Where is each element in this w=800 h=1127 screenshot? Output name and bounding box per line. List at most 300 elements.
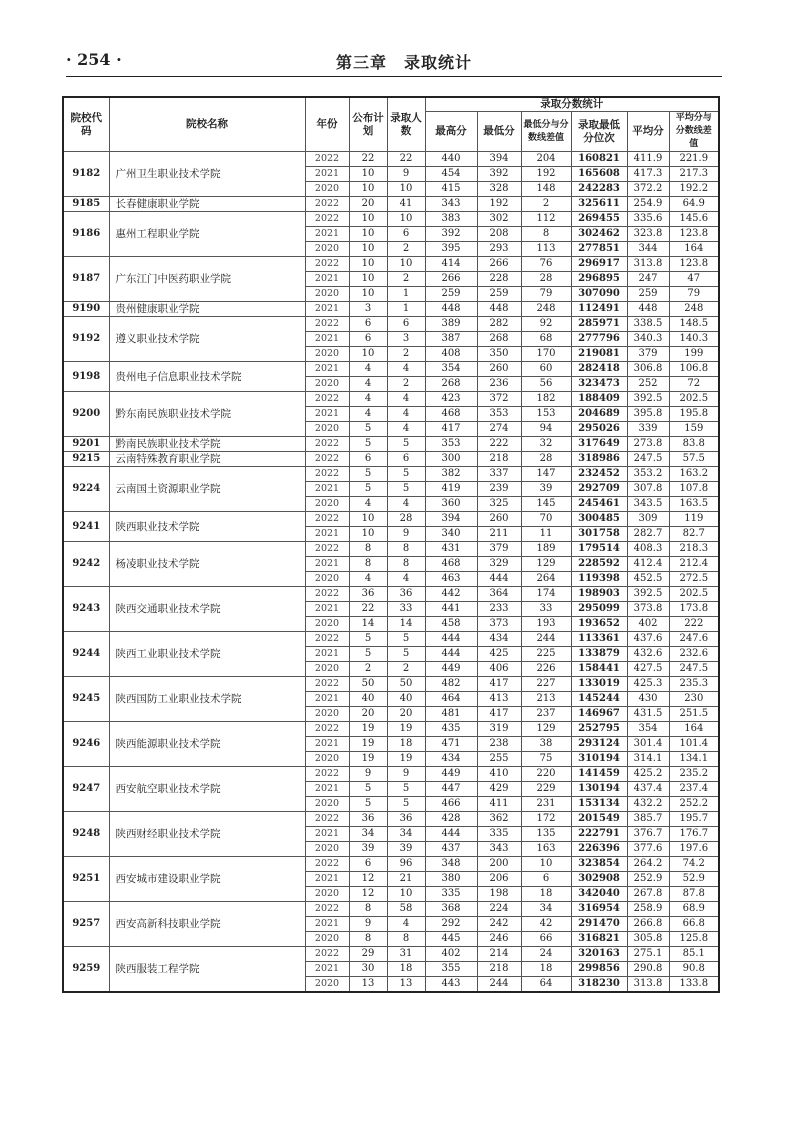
cell-min-rank: 310194	[571, 752, 627, 767]
school-code: 9186	[63, 212, 109, 257]
cell-avg-diff: 173.8	[669, 602, 719, 617]
cell-min-rank: 198903	[571, 587, 627, 602]
cell-plan: 10	[349, 182, 387, 197]
table-row	[63, 677, 719, 692]
cell-min-rank: 316821	[571, 932, 627, 947]
school-code: 9246	[63, 722, 109, 767]
cell-year: 2022	[305, 392, 349, 407]
cell-min: 236	[477, 377, 521, 392]
school-name: 陕西国防工业职业技术学院	[109, 677, 305, 722]
cell-min: 329	[477, 557, 521, 572]
cell-min: 302	[477, 212, 521, 227]
cell-admitted: 3	[387, 332, 425, 347]
cell-year: 2021	[305, 362, 349, 377]
cell-min: 266	[477, 257, 521, 272]
table-row	[63, 587, 719, 602]
cell-admitted: 8	[387, 557, 425, 572]
cell-min-diff: 135	[521, 827, 571, 842]
cell-plan: 10	[349, 242, 387, 257]
cell-plan: 34	[349, 827, 387, 842]
cell-min-diff: 70	[521, 512, 571, 527]
cell-avg-diff: 134.1	[669, 752, 719, 767]
cell-min: 260	[477, 362, 521, 377]
col-avg-diff: 平均分与分数线差值	[669, 112, 719, 152]
cell-avg-diff: 218.3	[669, 542, 719, 557]
table-row	[63, 947, 719, 962]
cell-plan: 19	[349, 752, 387, 767]
cell-admitted: 21	[387, 872, 425, 887]
cell-min-rank: 201549	[571, 812, 627, 827]
school-code: 9251	[63, 857, 109, 902]
cell-plan: 39	[349, 842, 387, 857]
cell-avg: 305.8	[627, 932, 669, 947]
cell-avg-diff: 230	[669, 692, 719, 707]
cell-min-diff: 66	[521, 932, 571, 947]
school-code: 9198	[63, 362, 109, 392]
cell-min-rank: 113361	[571, 632, 627, 647]
cell-min: 228	[477, 272, 521, 287]
school-name: 陕西工业职业技术学院	[109, 632, 305, 677]
cell-admitted: 34	[387, 827, 425, 842]
cell-year: 2021	[305, 917, 349, 932]
cell-admitted: 2	[387, 347, 425, 362]
cell-admitted: 4	[387, 362, 425, 377]
cell-avg-diff: 192.2	[669, 182, 719, 197]
cell-admitted: 5	[387, 647, 425, 662]
cell-max: 423	[425, 392, 477, 407]
cell-avg: 273.8	[627, 437, 669, 452]
cell-max: 468	[425, 557, 477, 572]
cell-min-diff: 147	[521, 467, 571, 482]
table-row	[63, 467, 719, 482]
cell-min-diff: 10	[521, 857, 571, 872]
cell-admitted: 5	[387, 467, 425, 482]
cell-year: 2021	[305, 332, 349, 347]
cell-plan: 6	[349, 452, 387, 467]
cell-min-rank: 296895	[571, 272, 627, 287]
cell-avg: 266.8	[627, 917, 669, 932]
cell-min: 238	[477, 737, 521, 752]
cell-min-rank: 318230	[571, 977, 627, 993]
cell-year: 2020	[305, 932, 349, 947]
cell-plan: 14	[349, 617, 387, 632]
school-code: 9244	[63, 632, 109, 677]
cell-year: 2020	[305, 707, 349, 722]
cell-avg-diff: 145.6	[669, 212, 719, 227]
school-name: 贵州健康职业学院	[109, 302, 305, 317]
cell-avg: 354	[627, 722, 669, 737]
school-name: 西安高新科技职业学院	[109, 902, 305, 947]
col-stats-group: 录取分数统计	[425, 97, 719, 112]
cell-avg: 432.6	[627, 647, 669, 662]
cell-max: 449	[425, 767, 477, 782]
school-name: 西安航空职业技术学院	[109, 767, 305, 812]
cell-plan: 5	[349, 782, 387, 797]
cell-plan: 6	[349, 857, 387, 872]
cell-plan: 10	[349, 287, 387, 302]
cell-admitted: 4	[387, 572, 425, 587]
cell-min: 274	[477, 422, 521, 437]
cell-year: 2021	[305, 482, 349, 497]
cell-min-rank: 299856	[571, 962, 627, 977]
cell-year: 2022	[305, 587, 349, 602]
cell-min-rank: 325611	[571, 197, 627, 212]
cell-min: 224	[477, 902, 521, 917]
cell-min: 372	[477, 392, 521, 407]
cell-avg: 392.5	[627, 587, 669, 602]
cell-avg: 392.5	[627, 392, 669, 407]
cell-year: 2022	[305, 212, 349, 227]
cell-admitted: 10	[387, 887, 425, 902]
cell-min: 373	[477, 617, 521, 632]
cell-max: 389	[425, 317, 477, 332]
cell-min-rank: 119398	[571, 572, 627, 587]
cell-avg-diff: 123.8	[669, 227, 719, 242]
cell-max: 481	[425, 707, 477, 722]
cell-avg: 430	[627, 692, 669, 707]
cell-min: 343	[477, 842, 521, 857]
cell-max: 300	[425, 452, 477, 467]
cell-avg: 412.4	[627, 557, 669, 572]
cell-max: 268	[425, 377, 477, 392]
school-name: 广州卫生职业技术学院	[109, 152, 305, 197]
cell-min: 200	[477, 857, 521, 872]
cell-min: 255	[477, 752, 521, 767]
cell-max: 402	[425, 947, 477, 962]
cell-year: 2021	[305, 272, 349, 287]
cell-admitted: 13	[387, 977, 425, 993]
cell-year: 2022	[305, 947, 349, 962]
cell-avg-diff: 252.2	[669, 797, 719, 812]
cell-min-rank: 296917	[571, 257, 627, 272]
cell-avg-diff: 106.8	[669, 362, 719, 377]
cell-avg-diff: 72	[669, 377, 719, 392]
cell-avg: 252	[627, 377, 669, 392]
school-code: 9185	[63, 197, 109, 212]
cell-avg-diff: 247.5	[669, 662, 719, 677]
cell-avg: 301.4	[627, 737, 669, 752]
cell-avg: 314.1	[627, 752, 669, 767]
cell-year: 2020	[305, 182, 349, 197]
cell-avg-diff: 74.2	[669, 857, 719, 872]
cell-plan: 20	[349, 197, 387, 212]
cell-avg: 323.8	[627, 227, 669, 242]
cell-year: 2022	[305, 632, 349, 647]
school-code: 9200	[63, 392, 109, 437]
cell-min-diff: 204	[521, 152, 571, 167]
cell-avg: 259	[627, 287, 669, 302]
cell-year: 2022	[305, 437, 349, 452]
col-code: 院校代码	[63, 97, 109, 152]
cell-avg: 377.6	[627, 842, 669, 857]
cell-year: 2020	[305, 242, 349, 257]
cell-max: 343	[425, 197, 477, 212]
cell-min-diff: 248	[521, 302, 571, 317]
cell-plan: 3	[349, 302, 387, 317]
cell-plan: 30	[349, 962, 387, 977]
cell-admitted: 5	[387, 437, 425, 452]
cell-min-diff: 192	[521, 167, 571, 182]
cell-max: 408	[425, 347, 477, 362]
cell-admitted: 31	[387, 947, 425, 962]
school-name: 陕西能源职业技术学院	[109, 722, 305, 767]
cell-max: 259	[425, 287, 477, 302]
cell-min: 392	[477, 167, 521, 182]
cell-avg-diff: 212.4	[669, 557, 719, 572]
cell-min-diff: 24	[521, 947, 571, 962]
cell-max: 464	[425, 692, 477, 707]
cell-max: 395	[425, 242, 477, 257]
school-name: 杨凌职业技术学院	[109, 542, 305, 587]
cell-min-rank: 146967	[571, 707, 627, 722]
cell-avg-diff: 148.5	[669, 317, 719, 332]
table-row	[63, 512, 719, 527]
cell-avg: 275.1	[627, 947, 669, 962]
cell-min-diff: 34	[521, 902, 571, 917]
cell-avg-diff: 237.4	[669, 782, 719, 797]
cell-year: 2020	[305, 422, 349, 437]
cell-avg: 379	[627, 347, 669, 362]
table-row	[63, 902, 719, 917]
cell-year: 2021	[305, 737, 349, 752]
cell-plan: 29	[349, 947, 387, 962]
col-max: 最高分	[425, 112, 477, 152]
cell-avg-diff: 64.9	[669, 197, 719, 212]
table-row	[63, 812, 719, 827]
cell-admitted: 10	[387, 182, 425, 197]
cell-avg: 344	[627, 242, 669, 257]
school-name: 陕西职业技术学院	[109, 512, 305, 542]
school-name: 陕西交通职业技术学院	[109, 587, 305, 632]
cell-plan: 50	[349, 677, 387, 692]
cell-year: 2022	[305, 767, 349, 782]
cell-max: 266	[425, 272, 477, 287]
cell-plan: 8	[349, 932, 387, 947]
cell-min: 222	[477, 437, 521, 452]
table-row	[63, 392, 719, 407]
cell-max: 434	[425, 752, 477, 767]
cell-avg-diff: 232.6	[669, 647, 719, 662]
cell-min-rank: 302462	[571, 227, 627, 242]
cell-min: 379	[477, 542, 521, 557]
cell-avg-diff: 140.3	[669, 332, 719, 347]
cell-max: 355	[425, 962, 477, 977]
cell-min-rank: 285971	[571, 317, 627, 332]
cell-max: 440	[425, 152, 477, 167]
cell-max: 437	[425, 842, 477, 857]
cell-min: 282	[477, 317, 521, 332]
cell-min: 364	[477, 587, 521, 602]
table-row	[63, 302, 719, 317]
cell-min: 335	[477, 827, 521, 842]
cell-admitted: 2	[387, 662, 425, 677]
school-code: 9187	[63, 257, 109, 302]
school-name: 惠州工程职业学院	[109, 212, 305, 257]
cell-avg-diff: 87.8	[669, 887, 719, 902]
cell-min-diff: 231	[521, 797, 571, 812]
cell-admitted: 4	[387, 497, 425, 512]
cell-admitted: 2	[387, 242, 425, 257]
cell-plan: 12	[349, 887, 387, 902]
cell-min-rank: 295099	[571, 602, 627, 617]
cell-min-diff: 76	[521, 257, 571, 272]
header-row	[63, 97, 719, 112]
cell-admitted: 50	[387, 677, 425, 692]
cell-avg: 452.5	[627, 572, 669, 587]
cell-max: 458	[425, 617, 477, 632]
cell-admitted: 2	[387, 377, 425, 392]
cell-plan: 40	[349, 692, 387, 707]
cell-min-diff: 148	[521, 182, 571, 197]
cell-min: 394	[477, 152, 521, 167]
cell-admitted: 39	[387, 842, 425, 857]
cell-min-rank: 222791	[571, 827, 627, 842]
cell-min-diff: 38	[521, 737, 571, 752]
cell-min-rank: 292709	[571, 482, 627, 497]
cell-min: 260	[477, 512, 521, 527]
cell-avg-diff: 272.5	[669, 572, 719, 587]
cell-avg-diff: 101.4	[669, 737, 719, 752]
cell-min-diff: 170	[521, 347, 571, 362]
cell-plan: 5	[349, 467, 387, 482]
table-row	[63, 257, 719, 272]
cell-year: 2021	[305, 962, 349, 977]
cell-avg: 425.2	[627, 767, 669, 782]
cell-min: 362	[477, 812, 521, 827]
cell-plan: 4	[349, 377, 387, 392]
cell-avg: 417.3	[627, 167, 669, 182]
cell-avg: 307.8	[627, 482, 669, 497]
school-name: 云南国土资源职业学院	[109, 467, 305, 512]
cell-plan: 36	[349, 587, 387, 602]
cell-plan: 5	[349, 422, 387, 437]
cell-plan: 8	[349, 902, 387, 917]
cell-max: 415	[425, 182, 477, 197]
cell-plan: 10	[349, 527, 387, 542]
cell-year: 2020	[305, 977, 349, 993]
cell-min-diff: 112	[521, 212, 571, 227]
table-row	[63, 632, 719, 647]
school-name: 西安城市建设职业学院	[109, 857, 305, 902]
cell-max: 392	[425, 227, 477, 242]
school-name: 贵州电子信息职业技术学院	[109, 362, 305, 392]
cell-admitted: 8	[387, 932, 425, 947]
cell-admitted: 40	[387, 692, 425, 707]
cell-min: 417	[477, 707, 521, 722]
cell-avg-diff: 52.9	[669, 872, 719, 887]
cell-min-rank: 160821	[571, 152, 627, 167]
cell-avg: 425.3	[627, 677, 669, 692]
cell-min: 444	[477, 572, 521, 587]
school-name: 广东江门中医药职业学院	[109, 257, 305, 302]
cell-avg: 432.2	[627, 797, 669, 812]
cell-admitted: 33	[387, 602, 425, 617]
cell-min-rank: 269455	[571, 212, 627, 227]
cell-min-diff: 18	[521, 887, 571, 902]
cell-avg: 313.8	[627, 257, 669, 272]
school-code: 9243	[63, 587, 109, 632]
cell-avg: 437.6	[627, 632, 669, 647]
cell-min-diff: 56	[521, 377, 571, 392]
cell-admitted: 1	[387, 287, 425, 302]
cell-max: 340	[425, 527, 477, 542]
cell-admitted: 1	[387, 302, 425, 317]
cell-avg-diff: 199	[669, 347, 719, 362]
cell-min-rank: 193652	[571, 617, 627, 632]
table-row	[63, 437, 719, 452]
cell-year: 2021	[305, 692, 349, 707]
cell-admitted: 4	[387, 917, 425, 932]
cell-year: 2021	[305, 872, 349, 887]
cell-avg: 437.4	[627, 782, 669, 797]
cell-max: 466	[425, 797, 477, 812]
cell-min: 208	[477, 227, 521, 242]
cell-min-rank: 317649	[571, 437, 627, 452]
table-row	[63, 362, 719, 377]
cell-year: 2020	[305, 347, 349, 362]
cell-min-rank: 316954	[571, 902, 627, 917]
cell-min-diff: 129	[521, 722, 571, 737]
cell-min: 244	[477, 977, 521, 993]
cell-admitted: 19	[387, 752, 425, 767]
cell-avg-diff: 163.5	[669, 497, 719, 512]
cell-min-diff: 172	[521, 812, 571, 827]
cell-admitted: 6	[387, 452, 425, 467]
cell-min: 293	[477, 242, 521, 257]
cell-year: 2020	[305, 752, 349, 767]
cell-min-rank: 153134	[571, 797, 627, 812]
cell-min-rank: 277851	[571, 242, 627, 257]
cell-avg: 254.9	[627, 197, 669, 212]
cell-min: 448	[477, 302, 521, 317]
table-row	[63, 857, 719, 872]
cell-admitted: 18	[387, 962, 425, 977]
cell-avg: 402	[627, 617, 669, 632]
cell-avg-diff: 222	[669, 617, 719, 632]
cell-avg-diff: 163.2	[669, 467, 719, 482]
cell-min-rank: 342040	[571, 887, 627, 902]
cell-avg-diff: 119	[669, 512, 719, 527]
cell-plan: 20	[349, 707, 387, 722]
cell-avg-diff: 83.8	[669, 437, 719, 452]
cell-year: 2022	[305, 857, 349, 872]
cell-min: 406	[477, 662, 521, 677]
cell-avg-diff: 85.1	[669, 947, 719, 962]
cell-plan: 10	[349, 257, 387, 272]
cell-min-diff: 225	[521, 647, 571, 662]
cell-min: 259	[477, 287, 521, 302]
cell-year: 2022	[305, 812, 349, 827]
admission-stats-table	[62, 96, 720, 993]
cell-min-rank: 130194	[571, 782, 627, 797]
cell-min-rank: 293124	[571, 737, 627, 752]
cell-min: 353	[477, 407, 521, 422]
cell-min-rank: 141459	[571, 767, 627, 782]
school-code: 9242	[63, 542, 109, 587]
cell-admitted: 4	[387, 407, 425, 422]
cell-min-rank: 133879	[571, 647, 627, 662]
school-code: 9182	[63, 152, 109, 197]
cell-plan: 5	[349, 437, 387, 452]
cell-max: 353	[425, 437, 477, 452]
cell-admitted: 6	[387, 317, 425, 332]
cell-max: 368	[425, 902, 477, 917]
cell-min: 246	[477, 932, 521, 947]
table-row	[63, 542, 719, 557]
cell-admitted: 19	[387, 722, 425, 737]
cell-min-diff: 79	[521, 287, 571, 302]
school-code: 9190	[63, 302, 109, 317]
